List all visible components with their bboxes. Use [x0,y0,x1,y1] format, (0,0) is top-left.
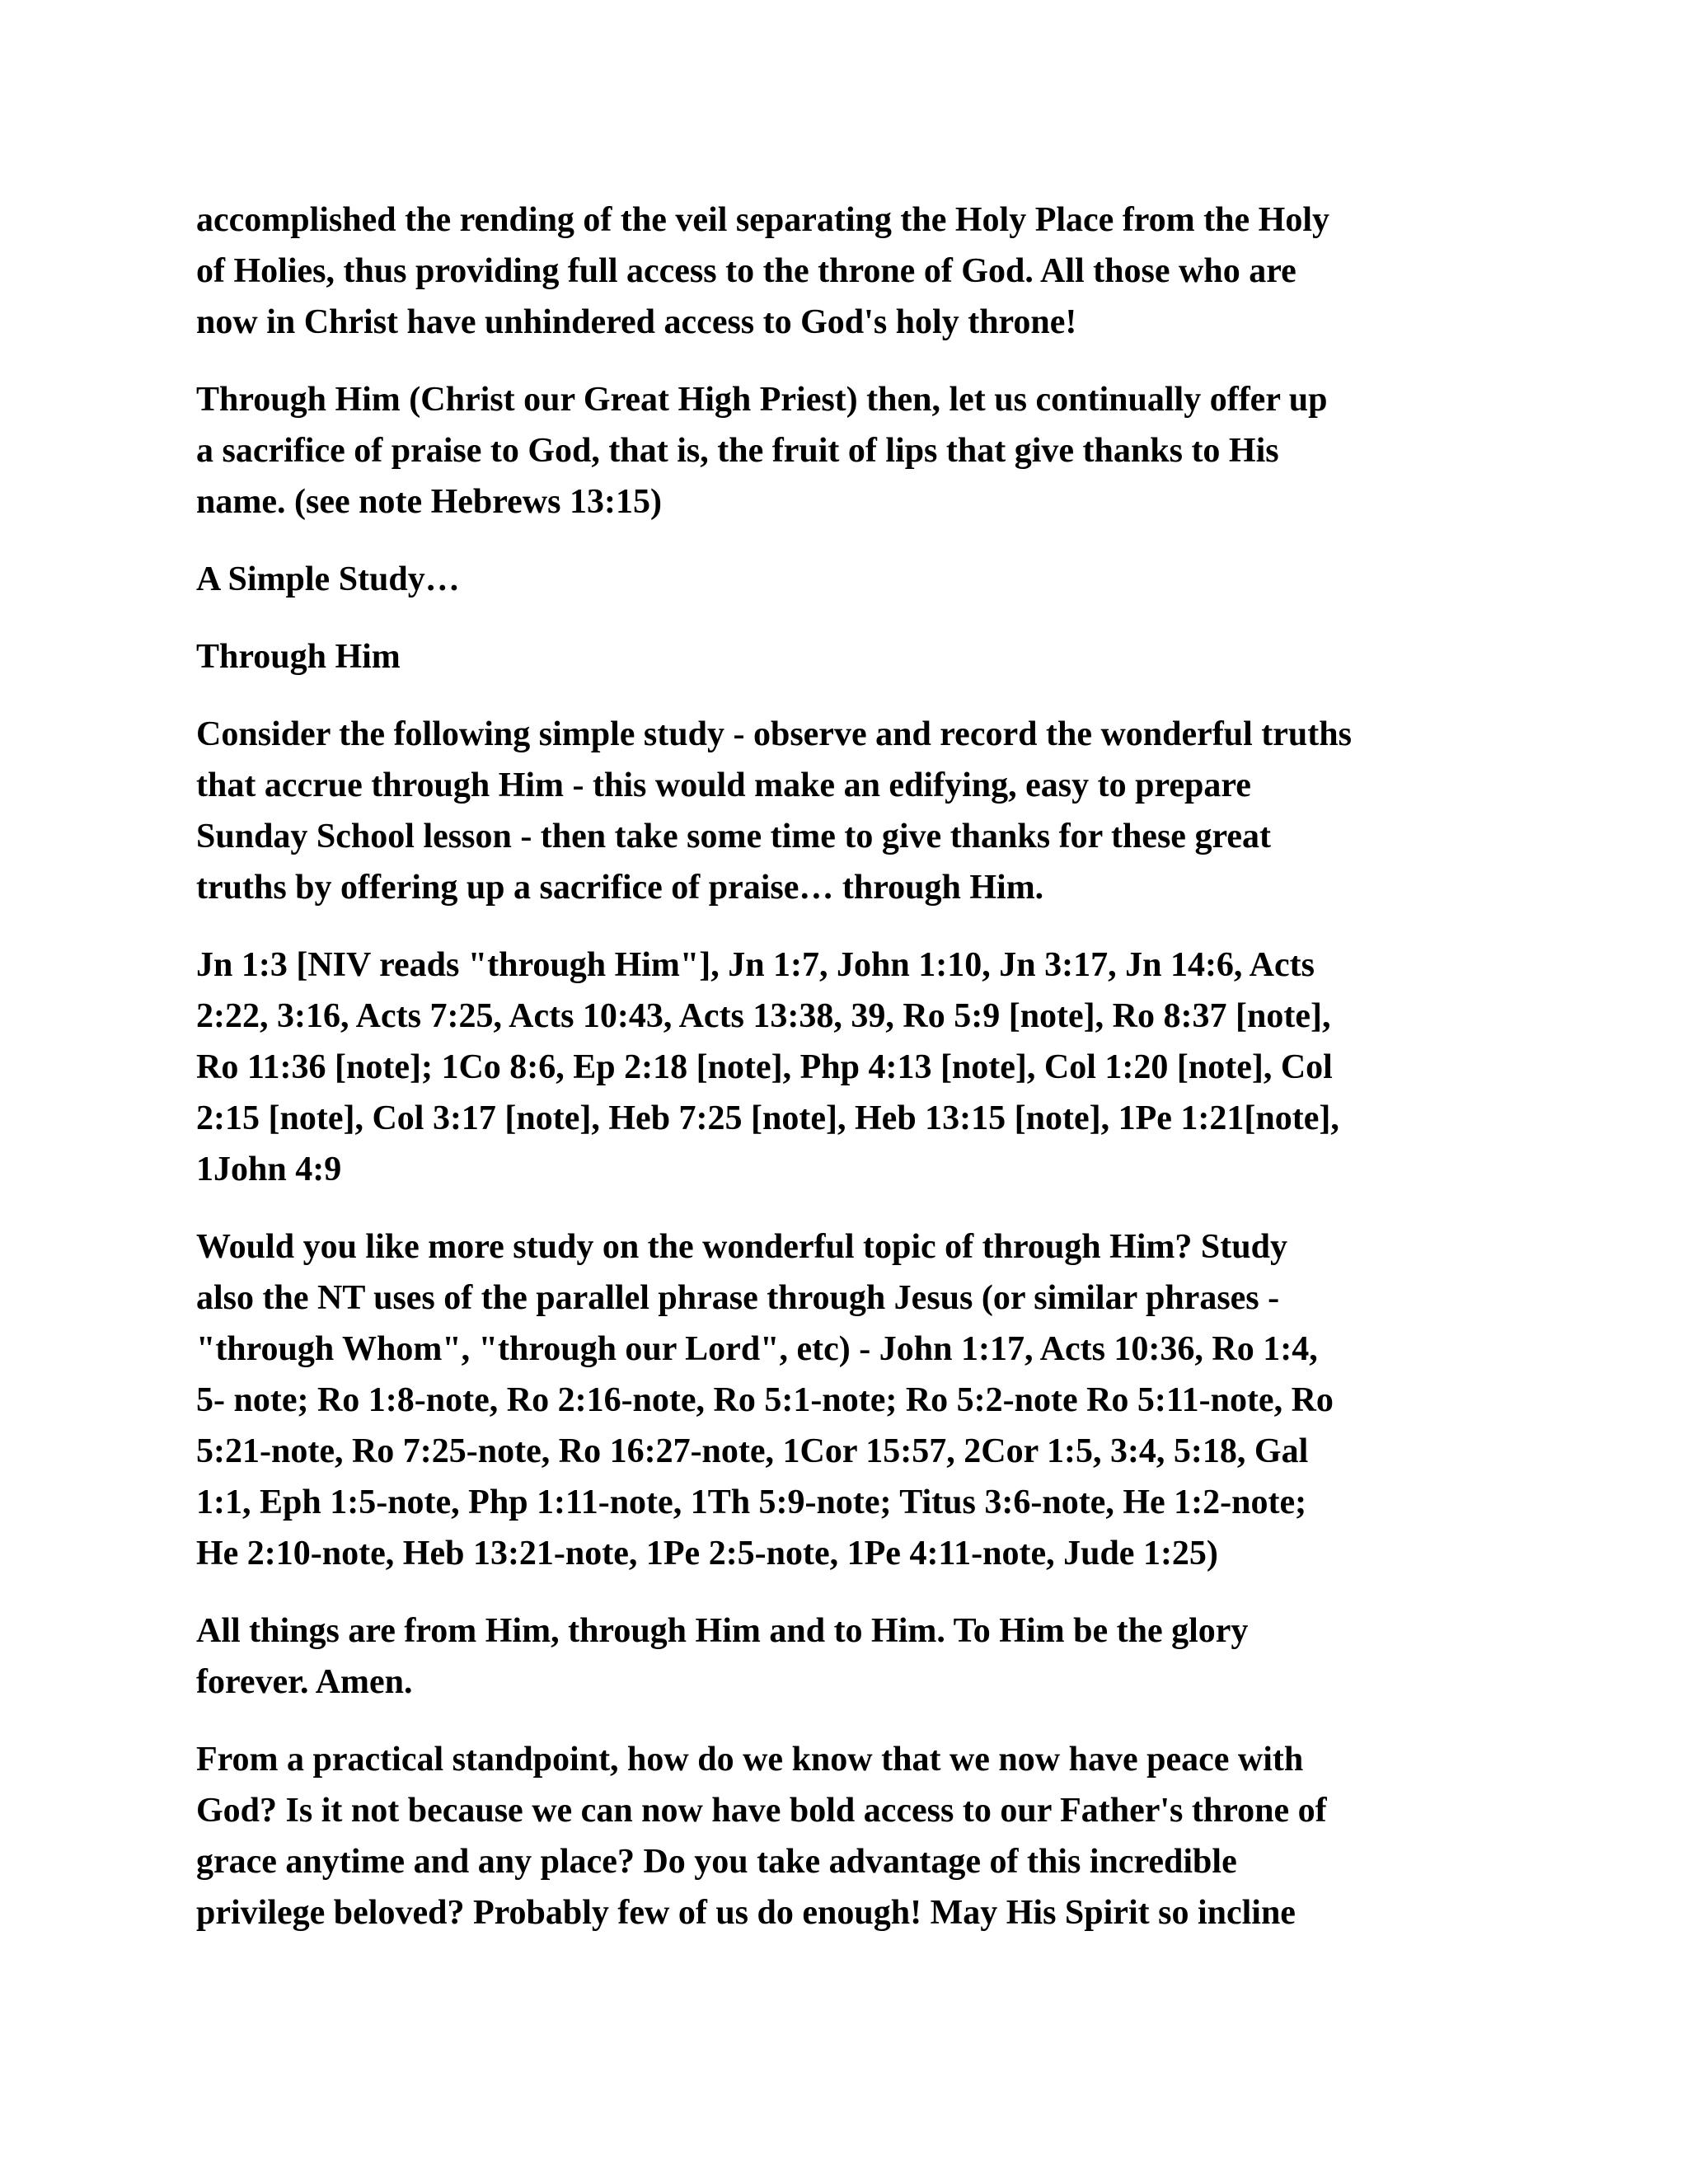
document-page [196,194,1482,1965]
text-line: also the NT uses of the parallel phrase through Jesus (or similar phrases - [196,1279,1280,1317]
text-line: Jn 1:3 [NIV reads "through Him"], Jn 1:7, John 1:10, Jn 3:17, Jn 14:6, Acts [196,946,1315,984]
text-line: forever. Amen. [196,1663,413,1701]
text-line: A Simple Study… [196,560,460,598]
text-line: 5:21-note, Ro 7:25-note, Ro 16:27-note, 1Cor 15:57, 2Cor 1:5, 3:4, 5:18, Gal [196,1432,1309,1470]
paragraph-verse-references [196,940,1482,1195]
paragraph-more-study [196,1221,1482,1579]
text-line: All things are from Him, through Him and to Him. To Him be the glory [196,1612,1249,1650]
text-line: that accrue through Him - this would make an edifying, easy to prepare [196,766,1251,804]
text-line: 2:22, 3:16, Acts 7:25, Acts 10:43, Acts 13:38, 39, Ro 5:9 [note], Ro 8:37 [note], [196,997,1331,1035]
heading-simple-study [196,554,1482,605]
text-line: a sacrifice of praise to God, that is, the fruit of lips that give thanks to His [196,432,1279,470]
text-line: Consider the following simple study - observe and record the wonderful truths [196,715,1352,753]
text-line: He 2:10-note, Heb 13:21-note, 1Pe 2:5-note, 1Pe 4:11-note, Jude 1:25) [196,1535,1218,1572]
text-line: accomplished the rending of the veil separating the Holy Place from the Holy [196,201,1329,239]
text-line: Ro 11:36 [note]; 1Co 8:6, Ep 2:18 [note], Php 4:13 [note], Col 1:20 [note], Col [196,1048,1333,1086]
text-line: Through Him (Christ our Great High Priest) then, let us continually offer up [196,381,1328,419]
text-line: 2:15 [note], Col 3:17 [note], Heb 7:25 [note], Heb 13:15 [note], 1Pe 1:21[note], [196,1099,1339,1137]
text-line: Through Him [196,638,401,676]
text-line: now in Christ have unhindered access to God's holy throne! [196,303,1077,341]
text-line: 5- note; Ro 1:8-note, Ro 2:16-note, Ro 5:1-note; Ro 5:2-note Ro 5:11-note, Ro [196,1381,1334,1419]
heading-through-him [196,631,1482,682]
text-line: privilege beloved? Probably few of us do enough! May His Spirit so incline [196,1894,1296,1932]
paragraph-sacrifice-of-praise [196,374,1482,527]
text-line: truths by offering up a sacrifice of praise… through Him. [196,869,1044,907]
text-line: 1:1, Eph 1:5-note, Php 1:11-note, 1Th 5:9-note; Titus 3:6-note, He 1:2-note; [196,1483,1307,1521]
paragraph-doxology [196,1605,1482,1708]
text-line: From a practical standpoint, how do we know that we now have peace with [196,1741,1304,1779]
paragraph-consider-study [196,709,1482,913]
text-line: "through Whom", "through our Lord", etc) - John 1:17, Acts 10:36, Ro 1:4, [196,1330,1318,1368]
text-line: Sunday School lesson - then take some time to give thanks for these great [196,818,1271,855]
paragraph-veil-access [196,194,1482,348]
text-line: God? Is it not because we can now have bold access to our Father's throne of [196,1792,1327,1830]
text-line: 1John 4:9 [196,1151,342,1188]
text-line: grace anytime and any place? Do you take advantage of this incredible [196,1843,1237,1881]
text-line: of Holies, thus providing full access to the throne of God. All those who are [196,252,1296,290]
text-line: name. (see note Hebrews 13:15) [196,483,662,521]
paragraph-practical-standpoint [196,1734,1482,1938]
text-line: Would you like more study on the wonderful topic of through Him? Study [196,1228,1287,1266]
